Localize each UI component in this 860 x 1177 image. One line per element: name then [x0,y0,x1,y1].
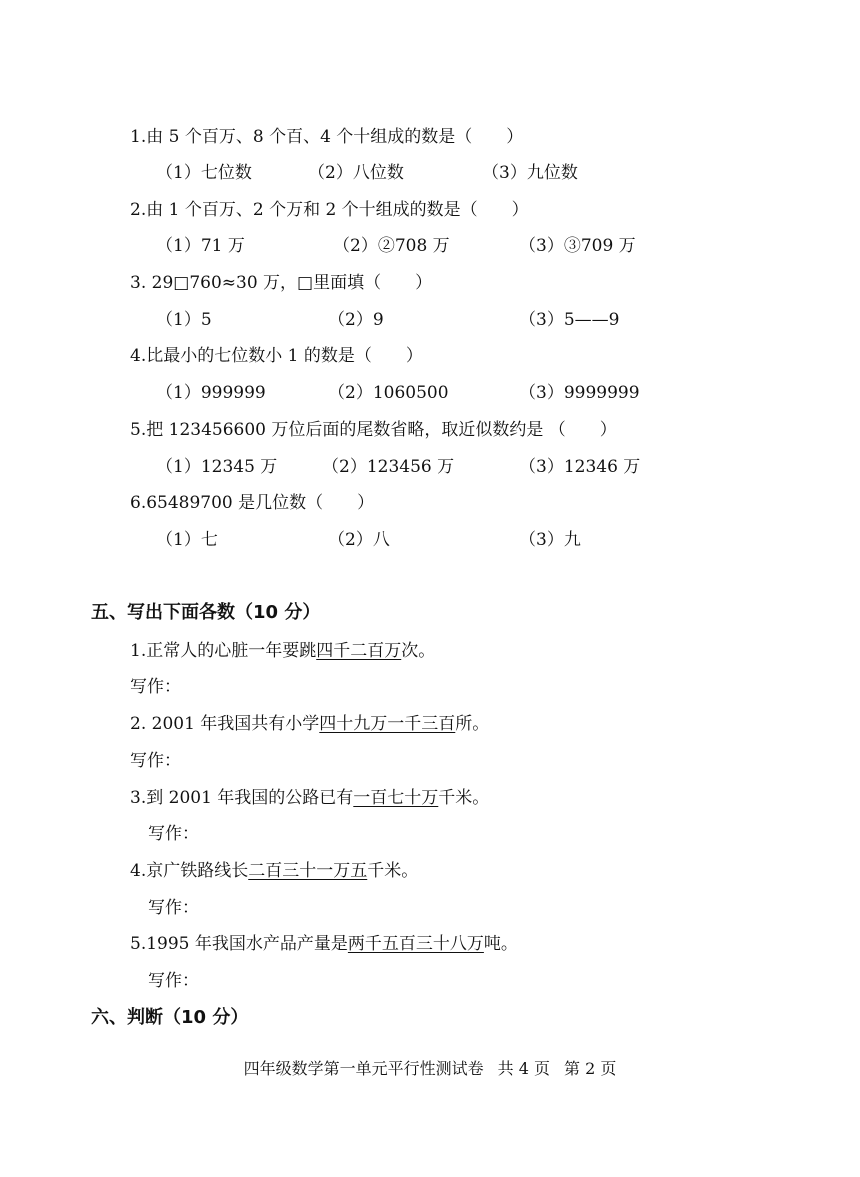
question-text: 1.正常人的心脏一年要跳 [130,641,317,661]
question-suffix: 所。 [455,714,490,734]
option: （1）七 [156,530,218,550]
question-suffix: 千米。 [367,861,419,881]
section-5-title: 五、写出下面各数（10 分） [91,602,321,623]
option: （3）12346 万 [519,457,641,477]
option: （2）②708 万 [333,236,450,256]
write-question [130,640,435,662]
option: （2）9 [328,310,384,330]
option: （3）5——9 [519,310,620,330]
write-answer-label: 写作： [130,751,181,771]
question-text: 5.1995 年我国水产品产量是 [130,934,348,954]
question-suffix: 千米。 [438,788,490,808]
option: （2）1060500 [328,383,449,403]
underlined-number: 四千二百万 [316,641,402,661]
option: （3）9999999 [519,383,640,403]
option: （1）71 万 [156,236,245,256]
write-question [130,933,518,955]
option: （2）八位数 [308,163,404,183]
write-answer-label: 写作： [130,677,181,697]
option: （3）九位数 [482,163,578,183]
question-text: 3.到 2001 年我国的公路已有 [130,788,354,808]
page-footer [0,1058,860,1080]
write-answer-label: 写作： [148,971,199,991]
option: （1）5 [156,310,212,330]
option: （1）七位数 [156,163,252,183]
option: （3）九 [519,530,581,550]
option: （2）123456 万 [322,457,455,477]
question-text: 1.由 5 个百万、8 个百、4 个十组成的数是（ ） [130,127,524,147]
write-question [130,860,418,882]
write-question [130,713,489,735]
underlined-number: 四十九万一千三百 [319,714,456,734]
underlined-number: 二百三十一万五 [248,861,368,881]
option: （1）12345 万 [156,457,278,477]
question-text: 4.京广铁路线长 [130,861,249,881]
footer-page-number: 第 2 页 [564,1059,617,1078]
question-text: 2.由 1 个百万、2 个万和 2 个十组成的数是（ ） [130,200,529,220]
option: （2）八 [328,530,390,550]
option: （1）999999 [156,383,266,403]
write-question [130,787,489,809]
underlined-number: 两千五百三十八万 [347,934,484,954]
question-text: 5.把 123456600 万位后面的尾数省略，取近似数约是 （ ） [130,420,617,440]
footer-doc-title: 四年级数学第一单元平行性测试卷 [243,1059,484,1078]
write-answer-label: 写作： [148,898,199,918]
question-text: 2. 2001 年我国共有小学 [130,714,320,734]
question-suffix: 次。 [401,641,436,661]
question-text: 6.65489700 是几位数（ ） [130,493,375,513]
question-text: 4.比最小的七位数小 1 的数是（ ） [130,346,423,366]
underlined-number: 一百七十万 [353,788,439,808]
question-text: 3. 29□760≈30 万，□里面填（ ） [130,273,433,293]
write-answer-label: 写作： [148,824,199,844]
question-suffix: 吨。 [483,934,518,954]
option: （3）③709 万 [519,236,636,256]
footer-total-pages: 共 4 页 [497,1059,550,1078]
section-6-title: 六、判断（10 分） [91,1007,249,1028]
